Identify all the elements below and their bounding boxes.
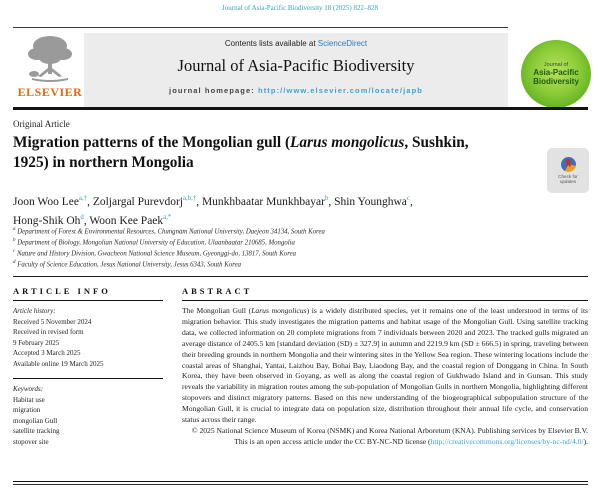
keyword-item: Habitat use — [13, 395, 45, 404]
elsevier-logo[interactable] — [13, 34, 87, 100]
contents-lists-line — [84, 39, 508, 48]
article-title — [13, 133, 491, 173]
article-type-label: Original Article — [13, 119, 70, 129]
cover-logo-line2: Asia-Pacific — [533, 67, 579, 77]
history-item: 9 February 2025 — [13, 338, 60, 347]
author-line-1: Joon Woo Lee$^{a,\dagger}$, Zoljargal Purevdorj$^{a,b,\dagger}$, Munkhbaatar Munkhbayar$^b$, Shin Younghwa$^c$, — [13, 195, 413, 208]
history-item: Received 5 November 2024 — [13, 317, 92, 326]
article-history-label: Article history: — [13, 307, 56, 315]
cover-logo-line3: Biodiversity — [533, 77, 579, 86]
affiliation-list — [13, 226, 573, 269]
homepage-label: journal homepage: — [169, 86, 255, 95]
abstract-species-italic: Larus mongolicus — [251, 306, 307, 315]
affiliation-line: $^c$ Nature and History Division, Gwacheon National Science Museum, Gyeonggi-do, 13817, South Korea — [13, 248, 297, 257]
abstract-text: The Mongolian Gull (Larus mongolicus) is a widely distributed species, yet it remains one of the least understood in terms of its migration behavior. This study investigates the migration patterns and habitat usage of the Mongolian Gull. Using satellite tracking data, we collected information on 20 complete migrations from 7 individuals between 2020 and 2023. The tracked gulls migrated an average distance of 2405.5 km [standard deviation (SD) ± 327.9] in autumn and 2219.9 km (SD ± 666.5) in spring, traveling between their breeding grounds in northern Mongolia and their wintering sites in the Yellow Sea region. These wintering locations include the coastal areas of Shanghai, Yantai, Laizhou Bay, Bohai Bay, Liaodong Bay, and the coastal region of Donggang in China. In South Korea, they have been observed in Goyang, as well as along the coastal region of Gukhwado Island and in Gunsan. This study reveals the variability in migration routes among the sub-population of Mongolian Gulls in northern Mongolia, highlighting different stopovers and distinct migratory patterns. Based on this new understanding of the biogeographical subpopulation structure of the Mongolian Gull, it is crucial to integrate data on population size, distribution throughout their annual life cycle, and conservation status across their range. — [182, 306, 589, 425]
author-affil-marker: a,b,† — [182, 195, 197, 202]
title-text-post: , Sushkin, 1925) in northern Mongolia — [13, 134, 469, 171]
keyword-item: migration — [13, 406, 41, 414]
abstract-column — [182, 286, 588, 448]
keyword-item: satellite tracking — [13, 427, 60, 435]
keywords-label: Keywords: — [13, 385, 44, 393]
check-updates-label: Check for updates — [558, 173, 578, 184]
cc-license-link[interactable]: http://creativecommons.org/licenses/by-nc-nd/4.0/ — [430, 436, 584, 446]
history-item: Available online 19 March 2025 — [13, 359, 104, 368]
abstract-copyright: © 2025 National Science Museum of Korea (NSMK) and Korea National Arboretum (KNA). Publishing services by Elsevier B.V. This is an open access article under the CC BY-NC-ND license (http://creativecommons.org/licenses/by-nc-nd/4.0/). — [191, 425, 588, 446]
author-name: Munkhbaatar Munkhbayar — [201, 195, 325, 208]
contents-lists-text: Contents lists available at — [224, 39, 316, 48]
author-name: Woon Kee Paek — [89, 214, 164, 227]
elsevier-tree-icon — [13, 34, 87, 84]
header-bottom-rule — [13, 107, 588, 110]
author-line-2: Hong-Shik Oh$^d$, Woon Kee Paek$^{a,*}$ — [13, 213, 172, 227]
author-affil-marker: a,† — [78, 195, 88, 202]
article-info-rule — [13, 300, 163, 301]
history-item: Received in revised form — [13, 328, 84, 336]
keywords-rule — [13, 378, 163, 379]
author-affil-marker: b — [324, 195, 329, 202]
abstract-heading: ABSTRACT — [182, 286, 253, 296]
keyword-item: mongolian Gull — [13, 416, 58, 425]
affiliation-line: $^b$ Department of Biology, Mongolian National University of Education, Ulaanbaatar 210685, Mongolia — [13, 237, 295, 247]
journal-cover-logo[interactable] — [521, 40, 591, 108]
abstract-rule — [182, 300, 588, 301]
author-list — [13, 191, 568, 229]
crossmark-icon — [561, 157, 576, 172]
title-species-italic: Larus mongolicus — [290, 134, 405, 151]
bookmark-ribbon-icon — [566, 159, 571, 168]
header-top-rule — [13, 27, 508, 28]
elsevier-wordmark: ELSEVIER — [17, 85, 83, 99]
keyword-item: stopover site — [13, 437, 49, 446]
author-name: Joon Woo Lee — [13, 195, 79, 208]
running-head-citation: Journal of Asia-Pacific Biodiversity 18 (2025) 822–828 — [222, 4, 378, 12]
author-affil-marker: d — [80, 213, 84, 221]
author-affil-marker: c — [406, 195, 410, 202]
abstract-bottom-rule — [13, 481, 588, 485]
article-info-column — [13, 286, 163, 447]
author-affil-marker: a,* — [163, 213, 172, 221]
author-name: Hong-Shik Oh — [13, 214, 81, 227]
author-name: Zoljargal Purevdorj — [92, 195, 183, 208]
article-info-heading: ARTICLE INFO — [13, 286, 111, 296]
cover-logo-line1: Journal of — [543, 61, 569, 68]
affiliation-line: $^d$ Faculty of Science Education, Jesus National University, Jesus 6343, South Korea — [13, 259, 242, 268]
history-item: Accepted 3 March 2025 — [13, 349, 81, 357]
journal-header-banner — [84, 33, 508, 108]
journal-homepage-line — [84, 86, 508, 95]
sciencedirect-link[interactable]: ScienceDirect — [317, 39, 368, 48]
affiliation-line: $^a$ Department of Forest & Environmental Resources, Chungnam National University, Daejeon 34134, South Korea — [13, 227, 325, 236]
check-for-updates-badge[interactable] — [547, 148, 589, 193]
author-name: Shin Younghwa — [334, 195, 407, 208]
section-divider-rule — [13, 276, 588, 277]
title-text-pre: Migration patterns of the Mongolian gull ( — [13, 134, 291, 151]
journal-homepage-link[interactable]: http://www.elsevier.com/locate/japb — [258, 86, 423, 95]
journal-title: Journal of Asia-Pacific Biodiversity — [177, 56, 415, 75]
